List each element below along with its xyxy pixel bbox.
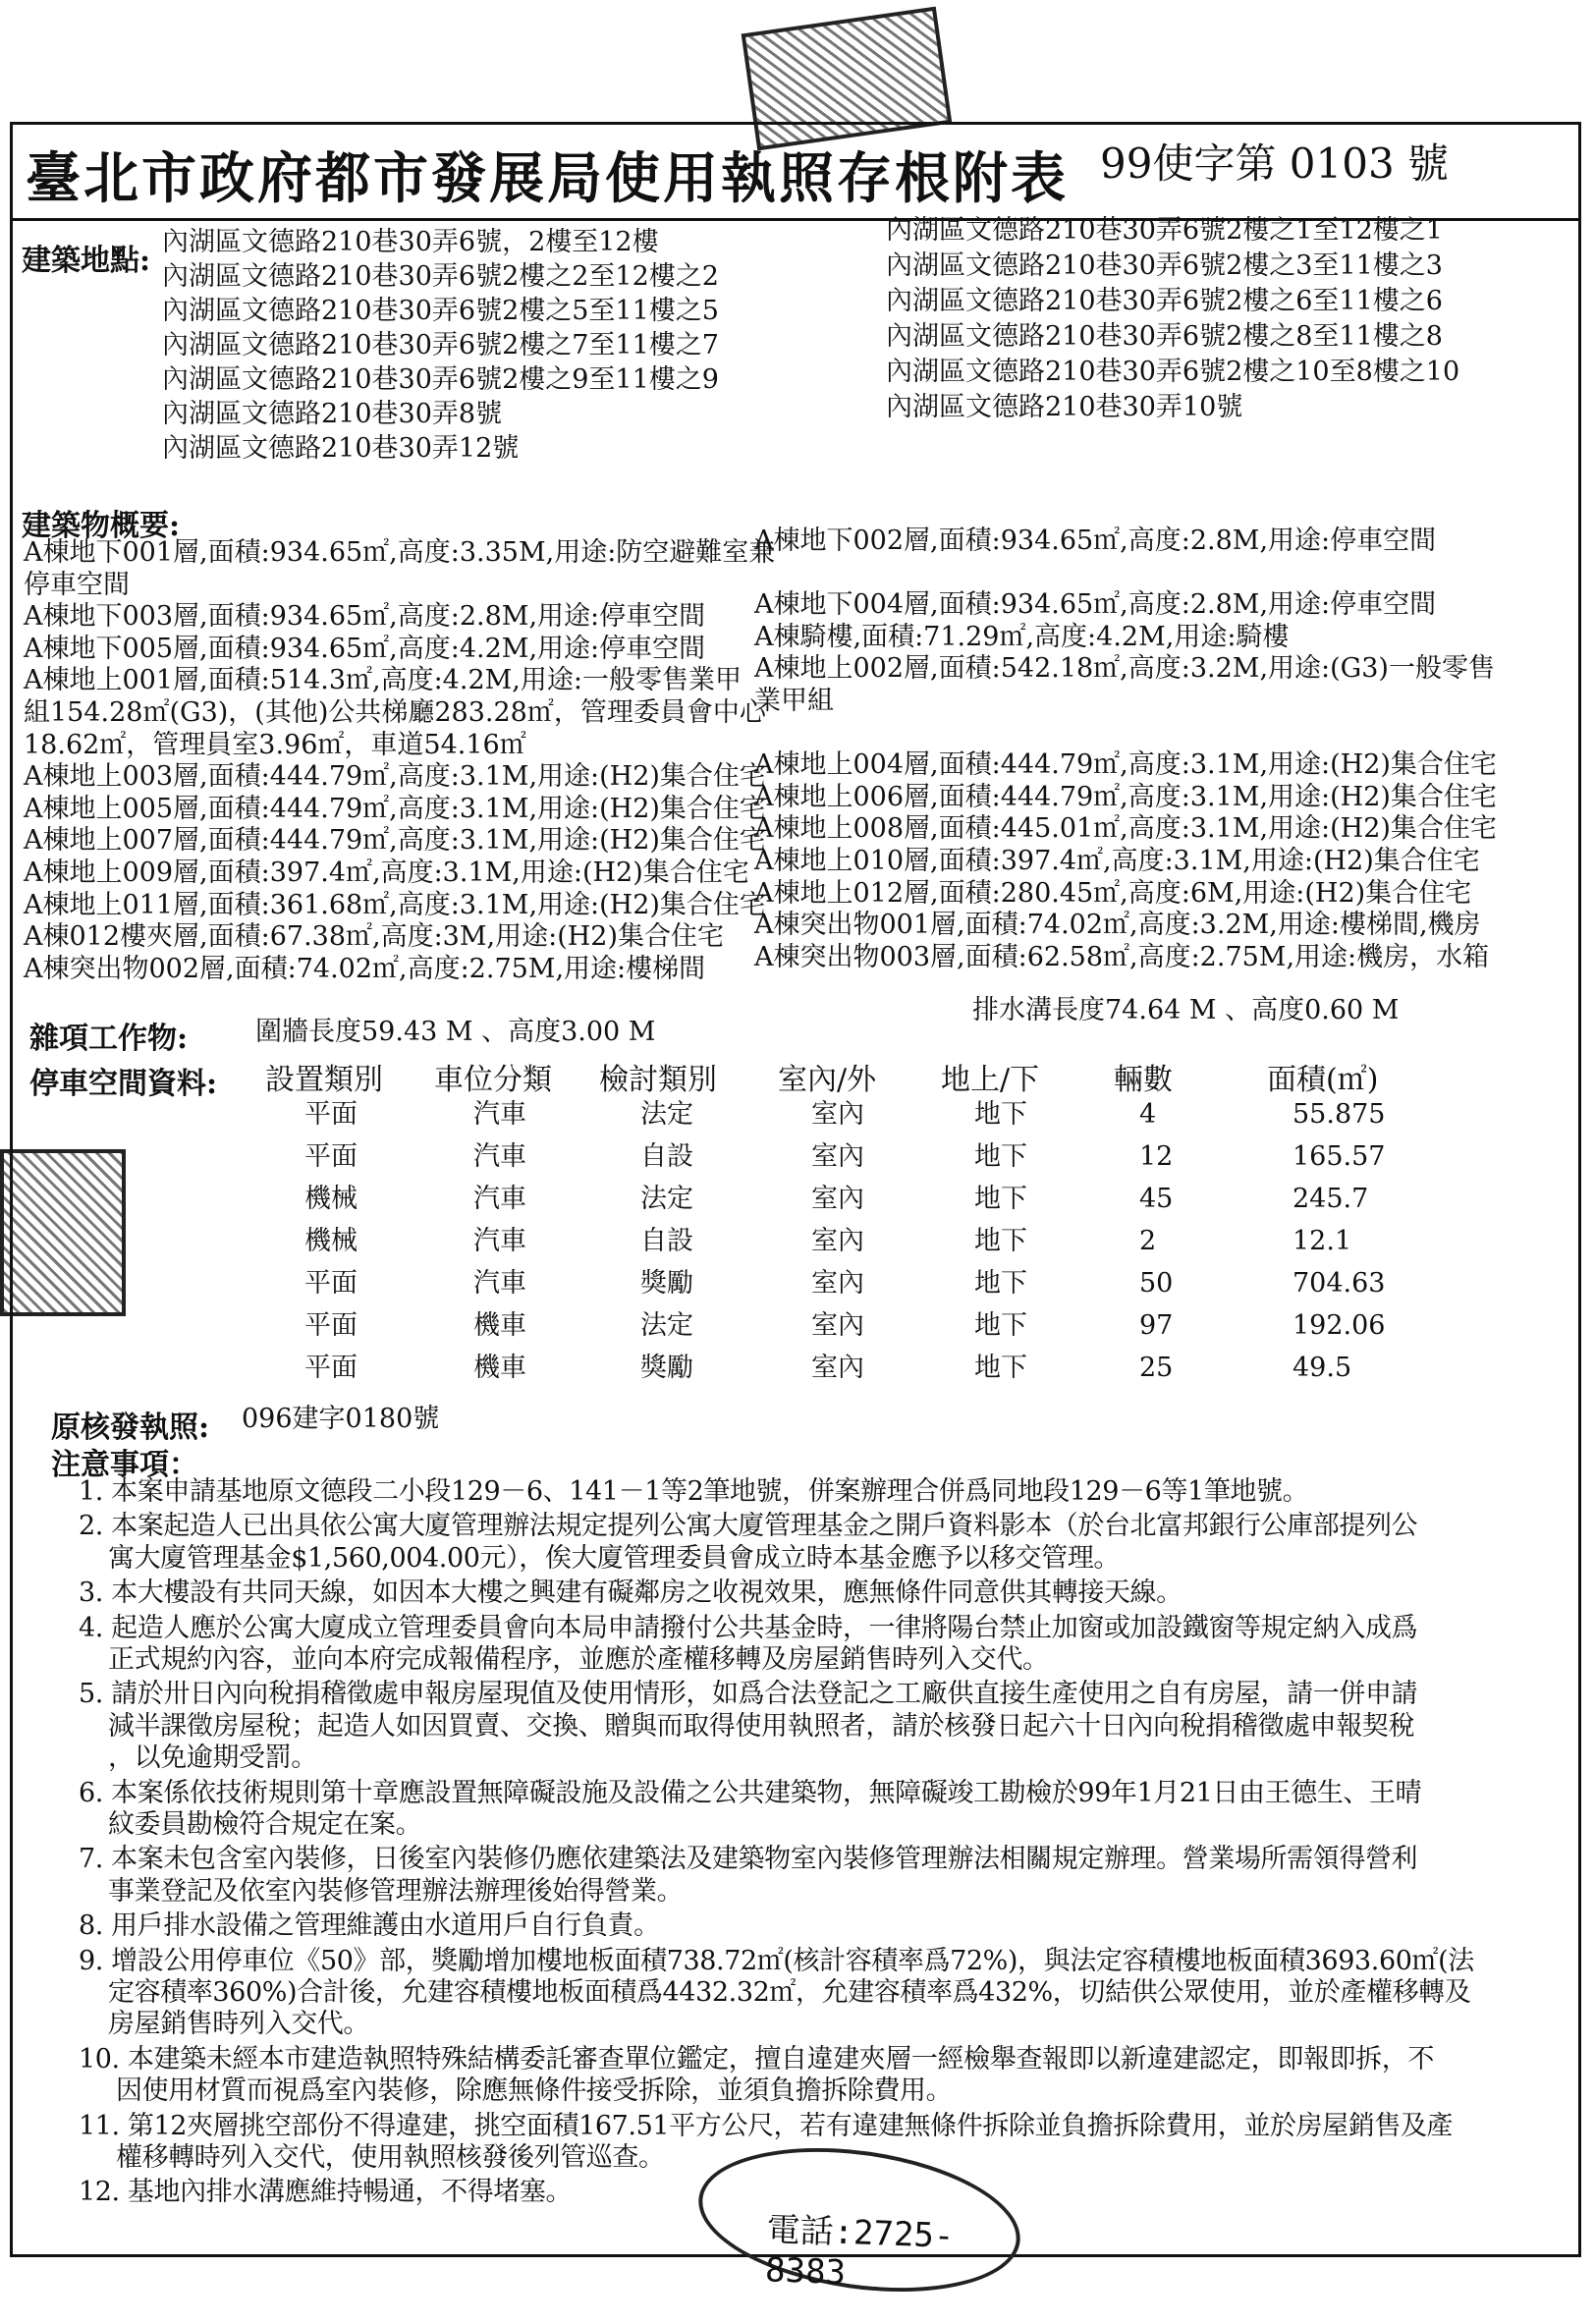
site-address: 內湖區文德路210巷30弄6號2樓之8至11樓之8 xyxy=(886,321,1443,352)
parking-cell: 平面 xyxy=(304,1141,358,1172)
note-line: 10. 本建築未經本市建造執照特殊結構委託審查單位鑑定，擅自違建夾層一經檢舉查報即以新違建認定，即報即拆，不 xyxy=(79,2043,1434,2075)
building-floor-entry: A棟地上009層,面積:397.4㎡,高度:3.1M,用途:(H2)集合住宅 xyxy=(24,858,749,888)
building-floor-entry: A棟地上006層,面積:444.79㎡,高度:3.1M,用途:(H2)集合住宅 xyxy=(754,781,1497,812)
building-floor-entry: A棟012樓夾層,面積:67.38㎡,高度:3M,用途:(H2)集合住宅 xyxy=(24,921,724,953)
site-address: 內湖區文德路210巷30弄6號2樓之6至11樓之6 xyxy=(886,286,1443,316)
note-line: 寓大廈管理基金$1,560,004.00元），俟大廈管理委員會成立時本基金應予以移交管理。 xyxy=(108,1542,1121,1574)
parking-column-header: 輛數 xyxy=(1114,1063,1173,1097)
parking-cell: 地下 xyxy=(974,1226,1027,1256)
parking-cell: 室內 xyxy=(811,1353,864,1383)
building-floor-entry: A棟地上005層,面積:444.79㎡,高度:3.1M,用途:(H2)集合住宅 xyxy=(24,793,766,824)
parking-column-header: 設置類別 xyxy=(265,1063,383,1097)
parking-cell: 法定 xyxy=(640,1099,693,1130)
parking-cell: 45 xyxy=(1139,1184,1174,1214)
parking-cell: 2 xyxy=(1139,1226,1157,1256)
parking-cell: 地下 xyxy=(974,1353,1027,1383)
parking-cell: 室內 xyxy=(811,1268,864,1299)
building-floor-entry: 業甲組 xyxy=(754,686,834,716)
note-line: 因使用材質而視爲室內裝修，除應無條件接受拆除，並須負擔拆除費用。 xyxy=(116,2075,953,2107)
parking-cell: 49.5 xyxy=(1292,1353,1352,1383)
site-address: 內湖區文德路210巷30弄6號2樓之9至11樓之9 xyxy=(162,364,719,395)
parking-cell: 獎勵 xyxy=(640,1353,693,1383)
parking-column-header: 地上/下 xyxy=(941,1063,1040,1097)
building-floor-entry: 18.62㎡，管理員室3.96㎡，車道54.16㎡ xyxy=(24,729,526,760)
note-line: 9. 增設公用停車位《50》部，獎勵增加樓地板面積738.72㎡(核計容積率爲72%)，與法定容積樓地板面積3693.60㎡(法 xyxy=(79,1945,1474,1976)
parking-cell: 地下 xyxy=(974,1310,1027,1341)
parking-cell: 平面 xyxy=(304,1099,358,1130)
note-line: 8. 用戶排水設備之管理維護由水道用戶自行負責。 xyxy=(79,1910,660,1942)
original-permit-label: 原核發執照: xyxy=(51,1411,210,1445)
building-floor-entry: A棟地上007層,面積:444.79㎡,高度:3.1M,用途:(H2)集合住宅 xyxy=(24,825,766,857)
parking-cell: 12.1 xyxy=(1292,1226,1352,1256)
building-floor-entry: A棟地上004層,面積:444.79㎡,高度:3.1M,用途:(H2)集合住宅 xyxy=(754,749,1497,781)
parking-cell: 平面 xyxy=(304,1310,358,1341)
original-permit-value: 096建字0180號 xyxy=(242,1404,440,1434)
parking-cell: 245.7 xyxy=(1292,1184,1369,1214)
misc-drain: 排水溝長度74.64 M 、高度0.60 M xyxy=(972,995,1400,1025)
building-floor-entry: A棟地上001層,面積:514.3㎡,高度:4.2M,用途:一般零售業甲 xyxy=(24,665,742,696)
parking-cell: 12 xyxy=(1139,1141,1174,1172)
parking-column-header: 面積(㎡) xyxy=(1267,1063,1379,1097)
building-floor-entry: A棟地上011層,面積:361.68㎡,高度:3.1M,用途:(H2)集合住宅 xyxy=(24,889,766,920)
building-floor-entry: A棟地下002層,面積:934.65㎡,高度:2.8M,用途:停車空間 xyxy=(754,526,1437,556)
parking-cell: 室內 xyxy=(811,1099,864,1130)
parking-cell: 汽車 xyxy=(473,1226,526,1256)
parking-cell: 地下 xyxy=(974,1184,1027,1214)
site-address: 內湖區文德路210巷30弄6號2樓之7至11樓之7 xyxy=(162,330,719,360)
building-floor-entry: A棟突出物002層,面積:74.02㎡,高度:2.75M,用途:樓梯間 xyxy=(24,953,706,984)
note-line: 6. 本案係依技術規則第十章應設置無障礙設施及設備之公共建築物，無障礙竣工勘檢於99年1月21日由王德生、王晴 xyxy=(79,1777,1422,1808)
building-floor-entry: A棟地上010層,面積:397.4㎡,高度:3.1M,用途:(H2)集合住宅 xyxy=(754,846,1480,876)
building-floor-entry: A棟突出物001層,面積:74.02㎡,高度:3.2M,用途:樓梯間,機房 xyxy=(754,910,1481,941)
site-address: 內湖區文德路210巷30弄6號2樓之5至11樓之5 xyxy=(162,296,719,326)
note-line: 4. 起造人應於公寓大廈成立管理委員會向本局申請撥付公共基金時，一律將陽台禁止加窗或加設鐵窗等規定納入成爲 xyxy=(79,1612,1418,1643)
parking-cell: 汽車 xyxy=(473,1268,526,1299)
permit-number: 99使字第 0103 號 xyxy=(1100,139,1450,188)
parking-cell: 機械 xyxy=(304,1226,358,1256)
site-address: 內湖區文德路210巷30弄10號 xyxy=(886,392,1243,422)
note-line: 2. 本案起造人已出具依公寓大廈管理辦法規定提列公寓大廈管理基金之開戶資料影本（於台北富邦銀行公庫部提列公 xyxy=(79,1511,1418,1542)
parking-cell: 704.63 xyxy=(1292,1268,1386,1299)
misc-wall: 圍牆長度59.43 M 、高度3.00 M xyxy=(255,1017,656,1047)
note-line: 房屋銷售時列入交代。 xyxy=(108,2009,369,2040)
parking-cell: 平面 xyxy=(304,1353,358,1383)
site-label: 建築地點: xyxy=(22,244,151,278)
building-floor-entry: 停車空間 xyxy=(24,569,130,600)
building-floor-entry: A棟地上012層,面積:280.45㎡,高度:6M,用途:(H2)集合住宅 xyxy=(754,877,1472,909)
parking-cell: 室內 xyxy=(811,1141,864,1172)
building-floor-entry: A棟突出物003層,面積:62.58㎡,高度:2.75M,用途:機房，水箱 xyxy=(754,941,1490,972)
parking-cell: 機械 xyxy=(304,1184,358,1214)
parking-cell: 室內 xyxy=(811,1310,864,1341)
parking-cell: 地下 xyxy=(974,1099,1027,1130)
parking-cell: 汽車 xyxy=(473,1141,526,1172)
note-line: 紋委員勘檢符合規定在案。 xyxy=(108,1809,422,1840)
parking-cell: 平面 xyxy=(304,1268,358,1299)
parking-cell: 室內 xyxy=(811,1226,864,1256)
parking-cell: 汽車 xyxy=(473,1184,526,1214)
parking-cell: 自設 xyxy=(640,1141,693,1172)
building-floor-entry: A棟地下001層,面積:934.65㎡,高度:3.35M,用途:防空避難室兼 xyxy=(24,537,776,568)
parking-cell: 機車 xyxy=(473,1353,526,1383)
parking-cell: 獎勵 xyxy=(640,1268,693,1299)
site-address: 內湖區文德路210巷30弄6號2樓之3至11樓之3 xyxy=(886,250,1443,281)
note-line: 12. 基地內排水溝應維持暢通，不得堵塞。 xyxy=(79,2177,573,2208)
parking-column-header: 室內/外 xyxy=(778,1063,877,1097)
note-line: 正式規約內容，並向本府完成報備程序，並應於產權移轉及房屋銷售時列入交代。 xyxy=(108,1644,1049,1675)
parking-cell: 97 xyxy=(1139,1310,1174,1341)
misc-label: 雜項工作物: xyxy=(29,1022,189,1056)
parking-cell: 25 xyxy=(1139,1353,1174,1383)
note-line: 5. 請於卅日內向稅捐稽徵處申報房屋現值及使用情形，如爲合法登記之工廠供直接生產使用之自有房屋，請一併申請 xyxy=(79,1679,1418,1710)
parking-label: 停車空間資料: xyxy=(29,1067,218,1101)
parking-cell: 165.57 xyxy=(1292,1141,1386,1172)
note-line: ，以免逾期受罰。 xyxy=(108,1743,317,1774)
site-address: 內湖區文德路210巷30弄6號2樓之10至8樓之10 xyxy=(886,357,1460,387)
parking-cell: 地下 xyxy=(974,1141,1027,1172)
site-address: 內湖區文德路210巷30弄6號，2樓至12樓 xyxy=(162,227,659,257)
note-line: 減半課徵房屋稅；起造人如因買賣、交換、贈與而取得使用執照者，請於核發日起六十日內向稅捐稽徵處申報契稅 xyxy=(108,1710,1414,1742)
building-floor-entry: A棟地下005層,面積:934.65㎡,高度:4.2M,用途:停車空間 xyxy=(24,633,706,664)
parking-cell: 機車 xyxy=(473,1310,526,1341)
building-floor-entry: A棟地上003層,面積:444.79㎡,高度:3.1M,用途:(H2)集合住宅 xyxy=(24,761,766,793)
building-floor-entry: 組154.28㎡(G3)，(其他)公共梯廳283.28㎡，管理委員會中心 xyxy=(24,697,766,728)
building-floor-entry: A棟地上002層,面積:542.18㎡,高度:3.2M,用途:(G3)一般零售 xyxy=(754,653,1495,685)
parking-cell: 4 xyxy=(1139,1099,1157,1130)
parking-cell: 汽車 xyxy=(473,1099,526,1130)
site-address: 內湖區文德路210巷30弄6號2樓之1至12樓之1 xyxy=(886,215,1443,246)
note-line: 定容積率360%)合計後，允建容積樓地板面積爲4432.32㎡，允建容積率爲432%，切結供公眾使用，並於產權移轉及 xyxy=(108,1977,1471,2008)
parking-cell: 法定 xyxy=(640,1310,693,1341)
note-line: 7. 本案未包含室內裝修，日後室內裝修仍應依建築法及建築物室內裝修管理辦法相關規定辦理。營業場所需領得營利 xyxy=(79,1844,1418,1875)
building-floor-entry: A棟騎樓,面積:71.29㎡,高度:4.2M,用途:騎樓 xyxy=(754,621,1290,652)
parking-cell: 55.875 xyxy=(1292,1099,1386,1130)
parking-column-header: 檢討類別 xyxy=(599,1063,717,1097)
building-label: 建築物概要: xyxy=(22,509,181,543)
note-line: 事業登記及依室內裝修管理辦法辦理後始得營業。 xyxy=(108,1875,684,1907)
site-address: 內湖區文德路210巷30弄6號2樓之2至12樓之2 xyxy=(162,261,719,292)
notes-label: 注意事項： xyxy=(51,1448,198,1482)
building-floor-entry: A棟地上008層,面積:445.01㎡,高度:3.1M,用途:(H2)集合住宅 xyxy=(754,813,1497,845)
parking-cell: 192.06 xyxy=(1292,1310,1386,1341)
building-floor-entry: A棟地下004層,面積:934.65㎡,高度:2.8M,用途:停車空間 xyxy=(754,589,1437,621)
parking-column-header: 車位分類 xyxy=(434,1063,552,1097)
note-line: 1. 本案申請基地原文德段二小段129－6、141－1等2筆地號，併案辦理合併爲同地段129－6等1筆地號。 xyxy=(79,1476,1309,1507)
site-address: 內湖區文德路210巷30弄8號 xyxy=(162,399,503,429)
parking-cell: 法定 xyxy=(640,1184,693,1214)
parking-cell: 室內 xyxy=(811,1184,864,1214)
parking-cell: 地下 xyxy=(974,1268,1027,1299)
note-line: 權移轉時列入交代，使用執照核發後列管巡查。 xyxy=(116,2142,665,2173)
note-line: 11. 第12夾層挑空部份不得違建，挑空面積167.51平方公尺，若有違建無條件拆除並負擔拆除費用，並於房屋銷售及產 xyxy=(79,2110,1454,2141)
phone-stamp-text: 電話:2725-8383 xyxy=(764,2210,956,2294)
parking-cell: 自設 xyxy=(640,1226,693,1256)
site-address: 內湖區文德路210巷30弄12號 xyxy=(162,433,520,464)
page-title: 臺北市政府都市發展局使用執照存根附表 xyxy=(26,146,1069,211)
building-floor-entry: A棟地下003層,面積:934.65㎡,高度:2.8M,用途:停車空間 xyxy=(24,601,706,633)
parking-cell: 50 xyxy=(1139,1268,1174,1299)
note-line: 3. 本大樓設有共同天線，如因本大樓之興建有礙鄰房之收視效果，應無條件同意供其轉接天線。 xyxy=(79,1577,1182,1609)
